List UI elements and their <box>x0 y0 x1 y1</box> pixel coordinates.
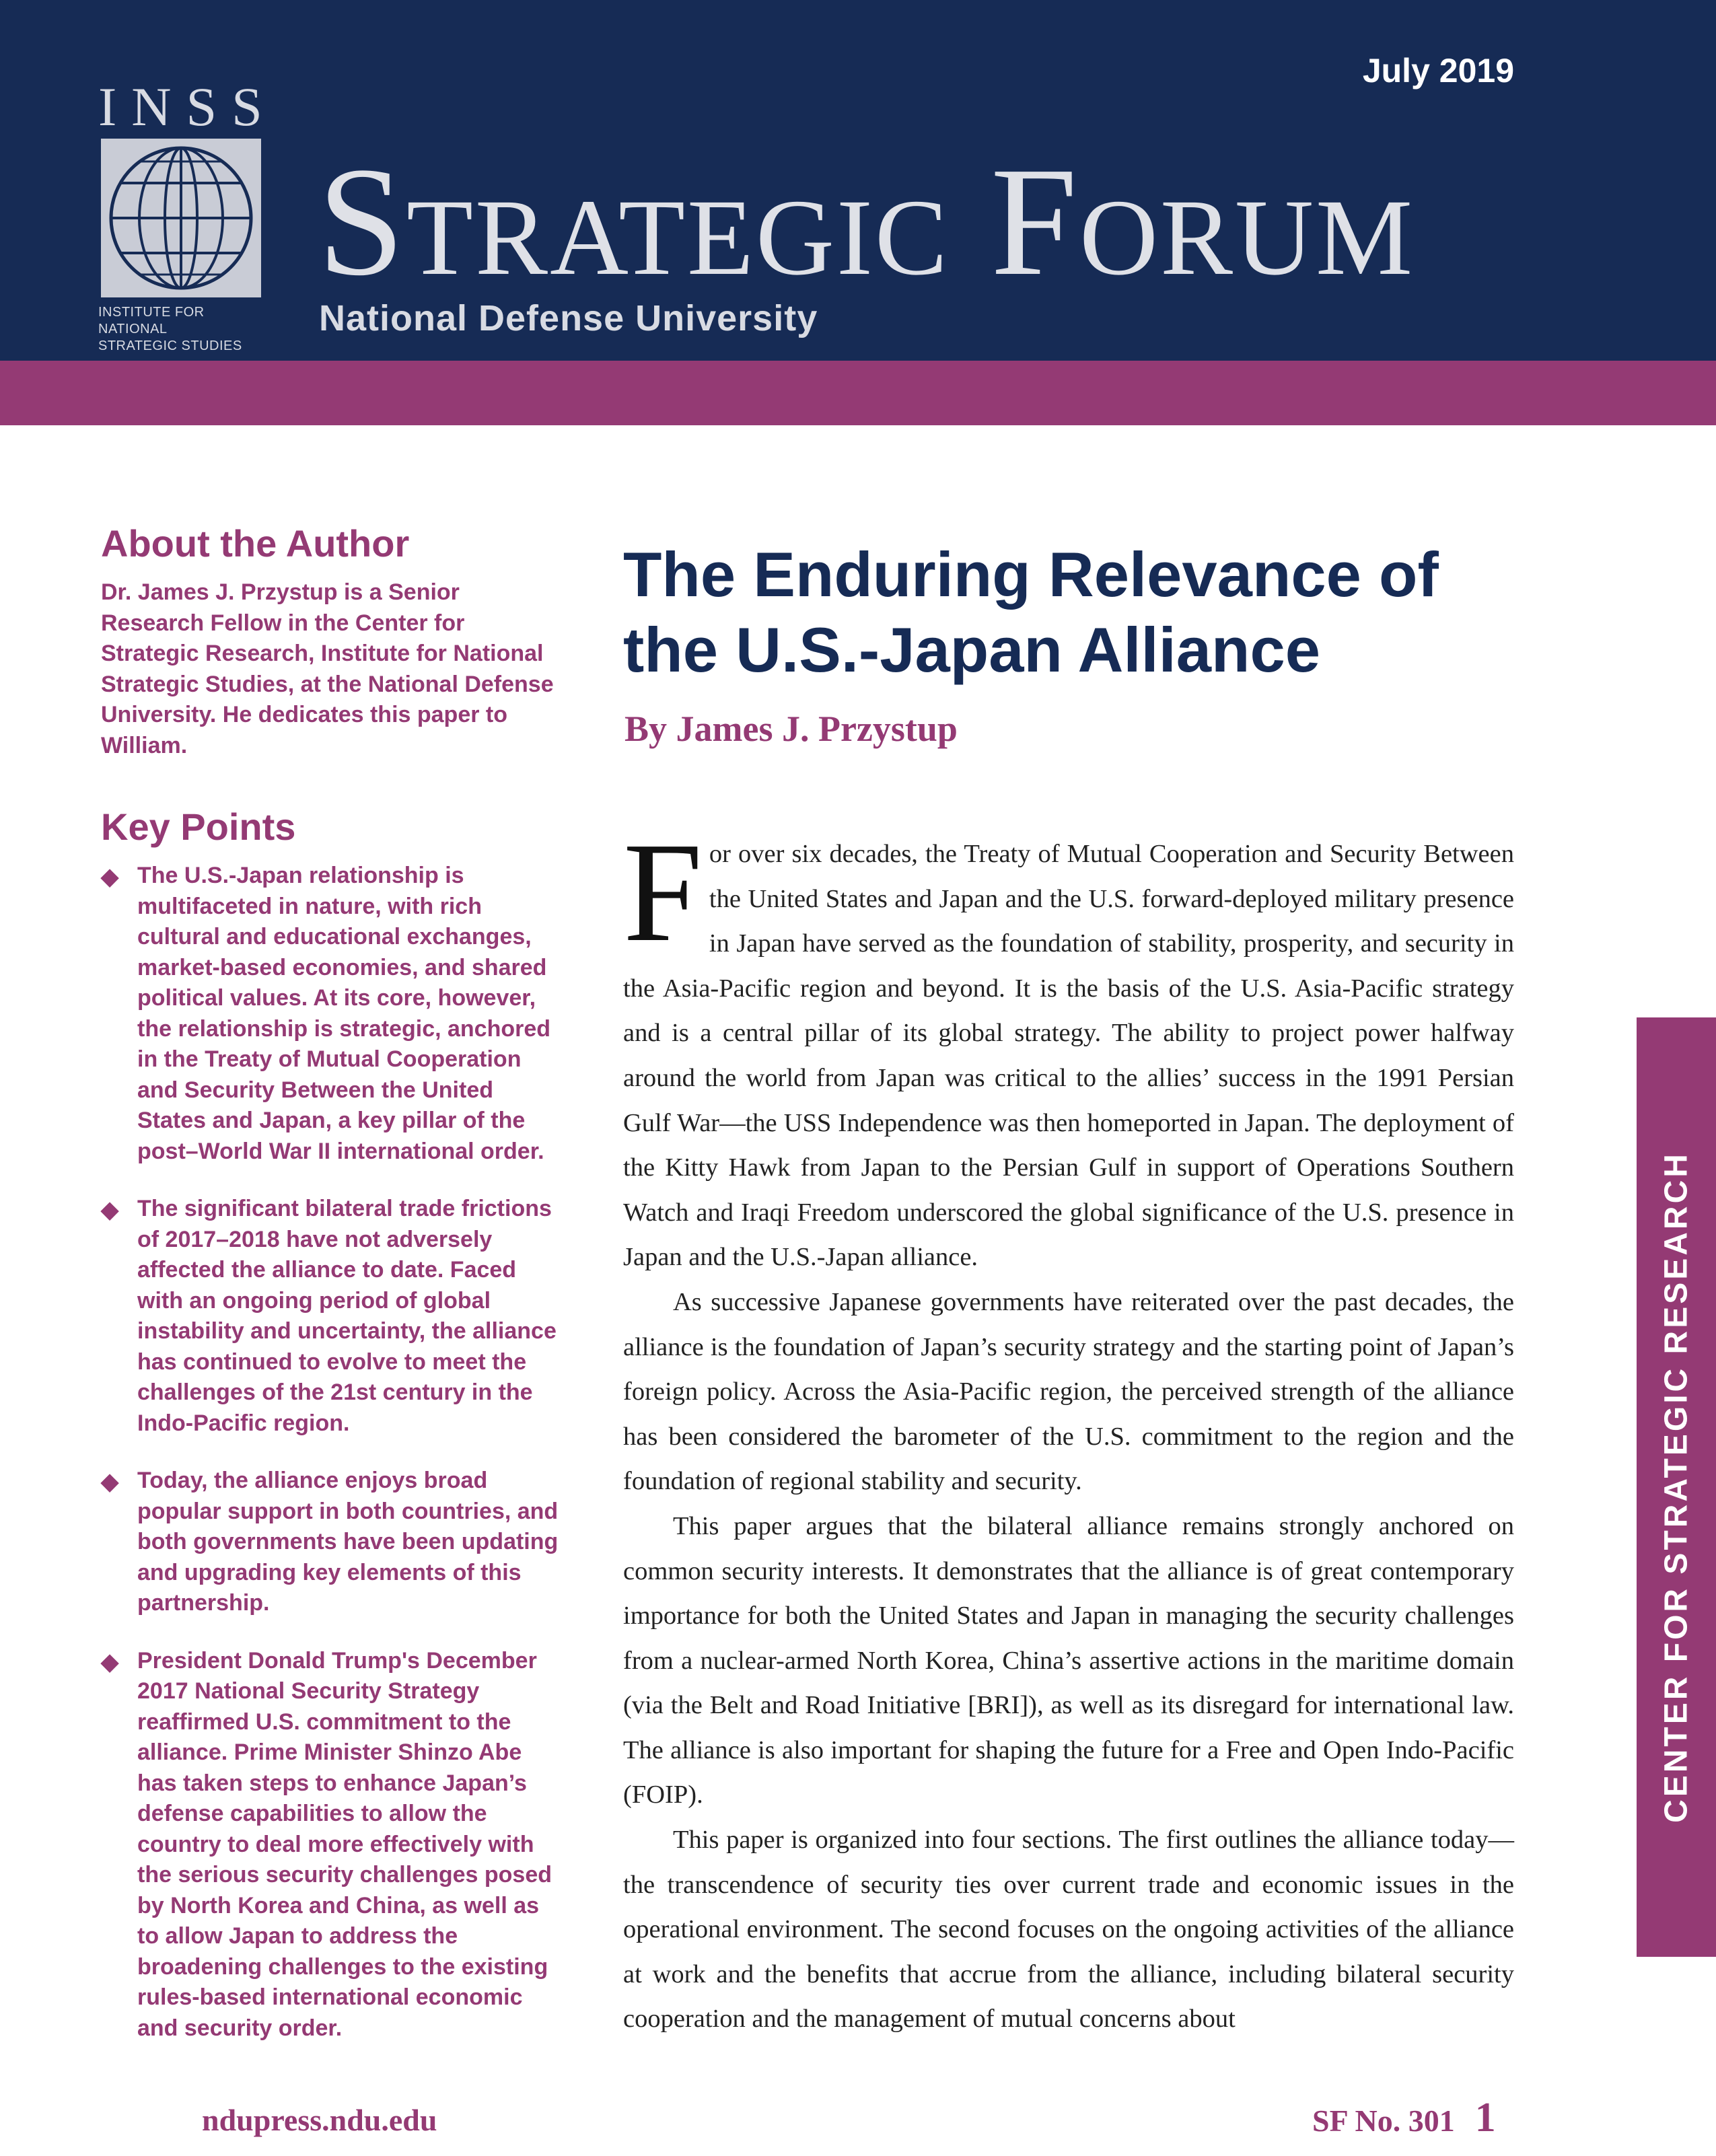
key-point-text: Today, the alliance enjoys broad popular support in both countries, and both governments have been updating and upgrading key elements of this partnership. <box>137 1468 559 1616</box>
inss-logo-text: INSS <box>98 76 277 137</box>
key-point-text: The U.S.-Japan relationship is multifaceted in nature, with rich cultural and educational exchanges, market-based economies, and shared political values. At its core, however, the relationship is strategic, anchored in the Treaty of Mutual Cooperation and Security Between the United States and Japan, a key pillar of the post–World War II international order. <box>137 863 551 1164</box>
diamond-bullet-icon: ◆ <box>101 1649 119 1675</box>
article-title: The Enduring Relevance of the U.S.-Japan Alliance <box>623 539 1439 685</box>
series-number: SF No. 301 <box>1312 2104 1455 2138</box>
key-point <box>101 1466 559 1619</box>
logo-caption-line-2: STRATEGIC STUDIES <box>98 338 242 353</box>
sidebar <box>101 522 559 2071</box>
diamond-bullet-icon: ◆ <box>101 864 119 890</box>
key-point <box>101 861 559 1167</box>
about-author-heading: About the Author <box>101 522 410 565</box>
key-points-list <box>101 861 559 2044</box>
footer-url: ndupress.ndu.edu <box>202 2103 437 2137</box>
section-side-tab <box>1637 1017 1716 1957</box>
drop-cap: F <box>623 813 703 971</box>
paragraph-text: or over six decades, the Treaty of Mutual Cooperation and Security Between the United States and Japan and the U.S. forward-deployed military presence in Japan have served as the foundation of stability, prosperity, and security in the Asia-Pacific region and beyond. It is the basis of the U.S. Asia-Pacific strategy and is a central pillar of its global strategy. The ability to project power halfway around the world from Japan was critical to the allies’ success in the 1991 Persian Gulf War—the USS Independence was then homeported in Japan. The deployment of the Kitty Hawk from Japan to the Persian Gulf in support of Operations Southern Watch and Iraqi Freedom underscored the global significance of the U.S. presence in Japan and the U.S.-Japan alliance. <box>623 840 1514 1272</box>
article-body <box>623 813 1514 2042</box>
article-paragraph: As successive Japanese governments have reiterated over the past decades, the alliance is the foundation of Japan’s security strategy and the starting point of Japan’s foreign policy. Across the Asia-Pacific region, the perceived strength of the alliance has been considered the barometer of the U.S. commitment to the region and the foundation of regional stability and security. <box>623 1287 1514 1496</box>
inss-logo-caption <box>98 304 273 355</box>
article-paragraph: This paper argues that the bilateral alliance remains strongly anchored on common security interests. It demonstrates that the alliance is of great contemporary importance for both the United States and Japan in managing the security challenges from a nuclear-armed North Korea, China’s assertive actions in the maritime domain (via the Belt and Road Initiative [BRI]), as well as its disregard for international law. The alliance is also important for shaping the future for a Free and Open Indo-Pacific (FOIP). <box>623 1511 1514 1809</box>
key-points-heading: Key Points <box>101 805 296 848</box>
publication-title: Strategic Forum <box>318 135 1415 308</box>
key-point-text: The significant bilateral trade frictions of 2017–2018 have not adversely affected the alliance to date. Faced with an ongoing period of global instability and uncertainty, the alliance has continued to evolve to meet the challenges of the 21st century in the Indo-Pacific region. <box>137 1196 557 1436</box>
page-number: 1 <box>1474 2095 1496 2141</box>
article-paragraph <box>623 813 1514 1280</box>
globe-logo-icon <box>101 139 261 297</box>
diamond-bullet-icon: ◆ <box>101 1197 119 1223</box>
university-name: National Defense University <box>319 298 818 338</box>
footer-series <box>1312 2094 1496 2142</box>
article-byline: By James J. Przystup <box>624 709 958 749</box>
side-tab-label: CENTER FOR STRATEGIC RESEARCH <box>1658 1151 1694 1823</box>
article-paragraph: This paper is organized into four sections. The first outlines the alliance today—the transcendence of security ties over current trade and economic issues in the operational environment. The second focuses on the ongoing activities of the alliance at work and the benefits that accrue from the alliance, including bilateral security cooperation and the management of mutual concerns about <box>623 1826 1514 2034</box>
key-point <box>101 1646 559 2044</box>
issue-date: July 2019 <box>1362 52 1514 89</box>
diamond-bullet-icon: ◆ <box>101 1469 119 1495</box>
key-point-text: President Donald Trump's December 2017 National Security Strategy reaffirmed U.S. commitment to the alliance. Prime Minister Shinzo Abe has taken steps to enhance Japan’s defense capabilities to allow the country to deal more effectively with the serious security challenges posed by North Korea and China, as well as to allow Japan to address the broadening challenges to the existing rules-based international economic and security order. <box>137 1647 552 2041</box>
author-bio: Dr. James J. Przystup is a Senior Research Fellow in the Center for Strategic Research, Institute for National Strategic Studies, at the National Defense University. He dedicates this paper to William. <box>101 579 554 758</box>
key-point <box>101 1194 559 1439</box>
logo-caption-line-1: INSTITUTE FOR NATIONAL <box>98 305 205 336</box>
accent-stripe <box>0 361 1716 425</box>
masthead-banner <box>0 0 1716 361</box>
